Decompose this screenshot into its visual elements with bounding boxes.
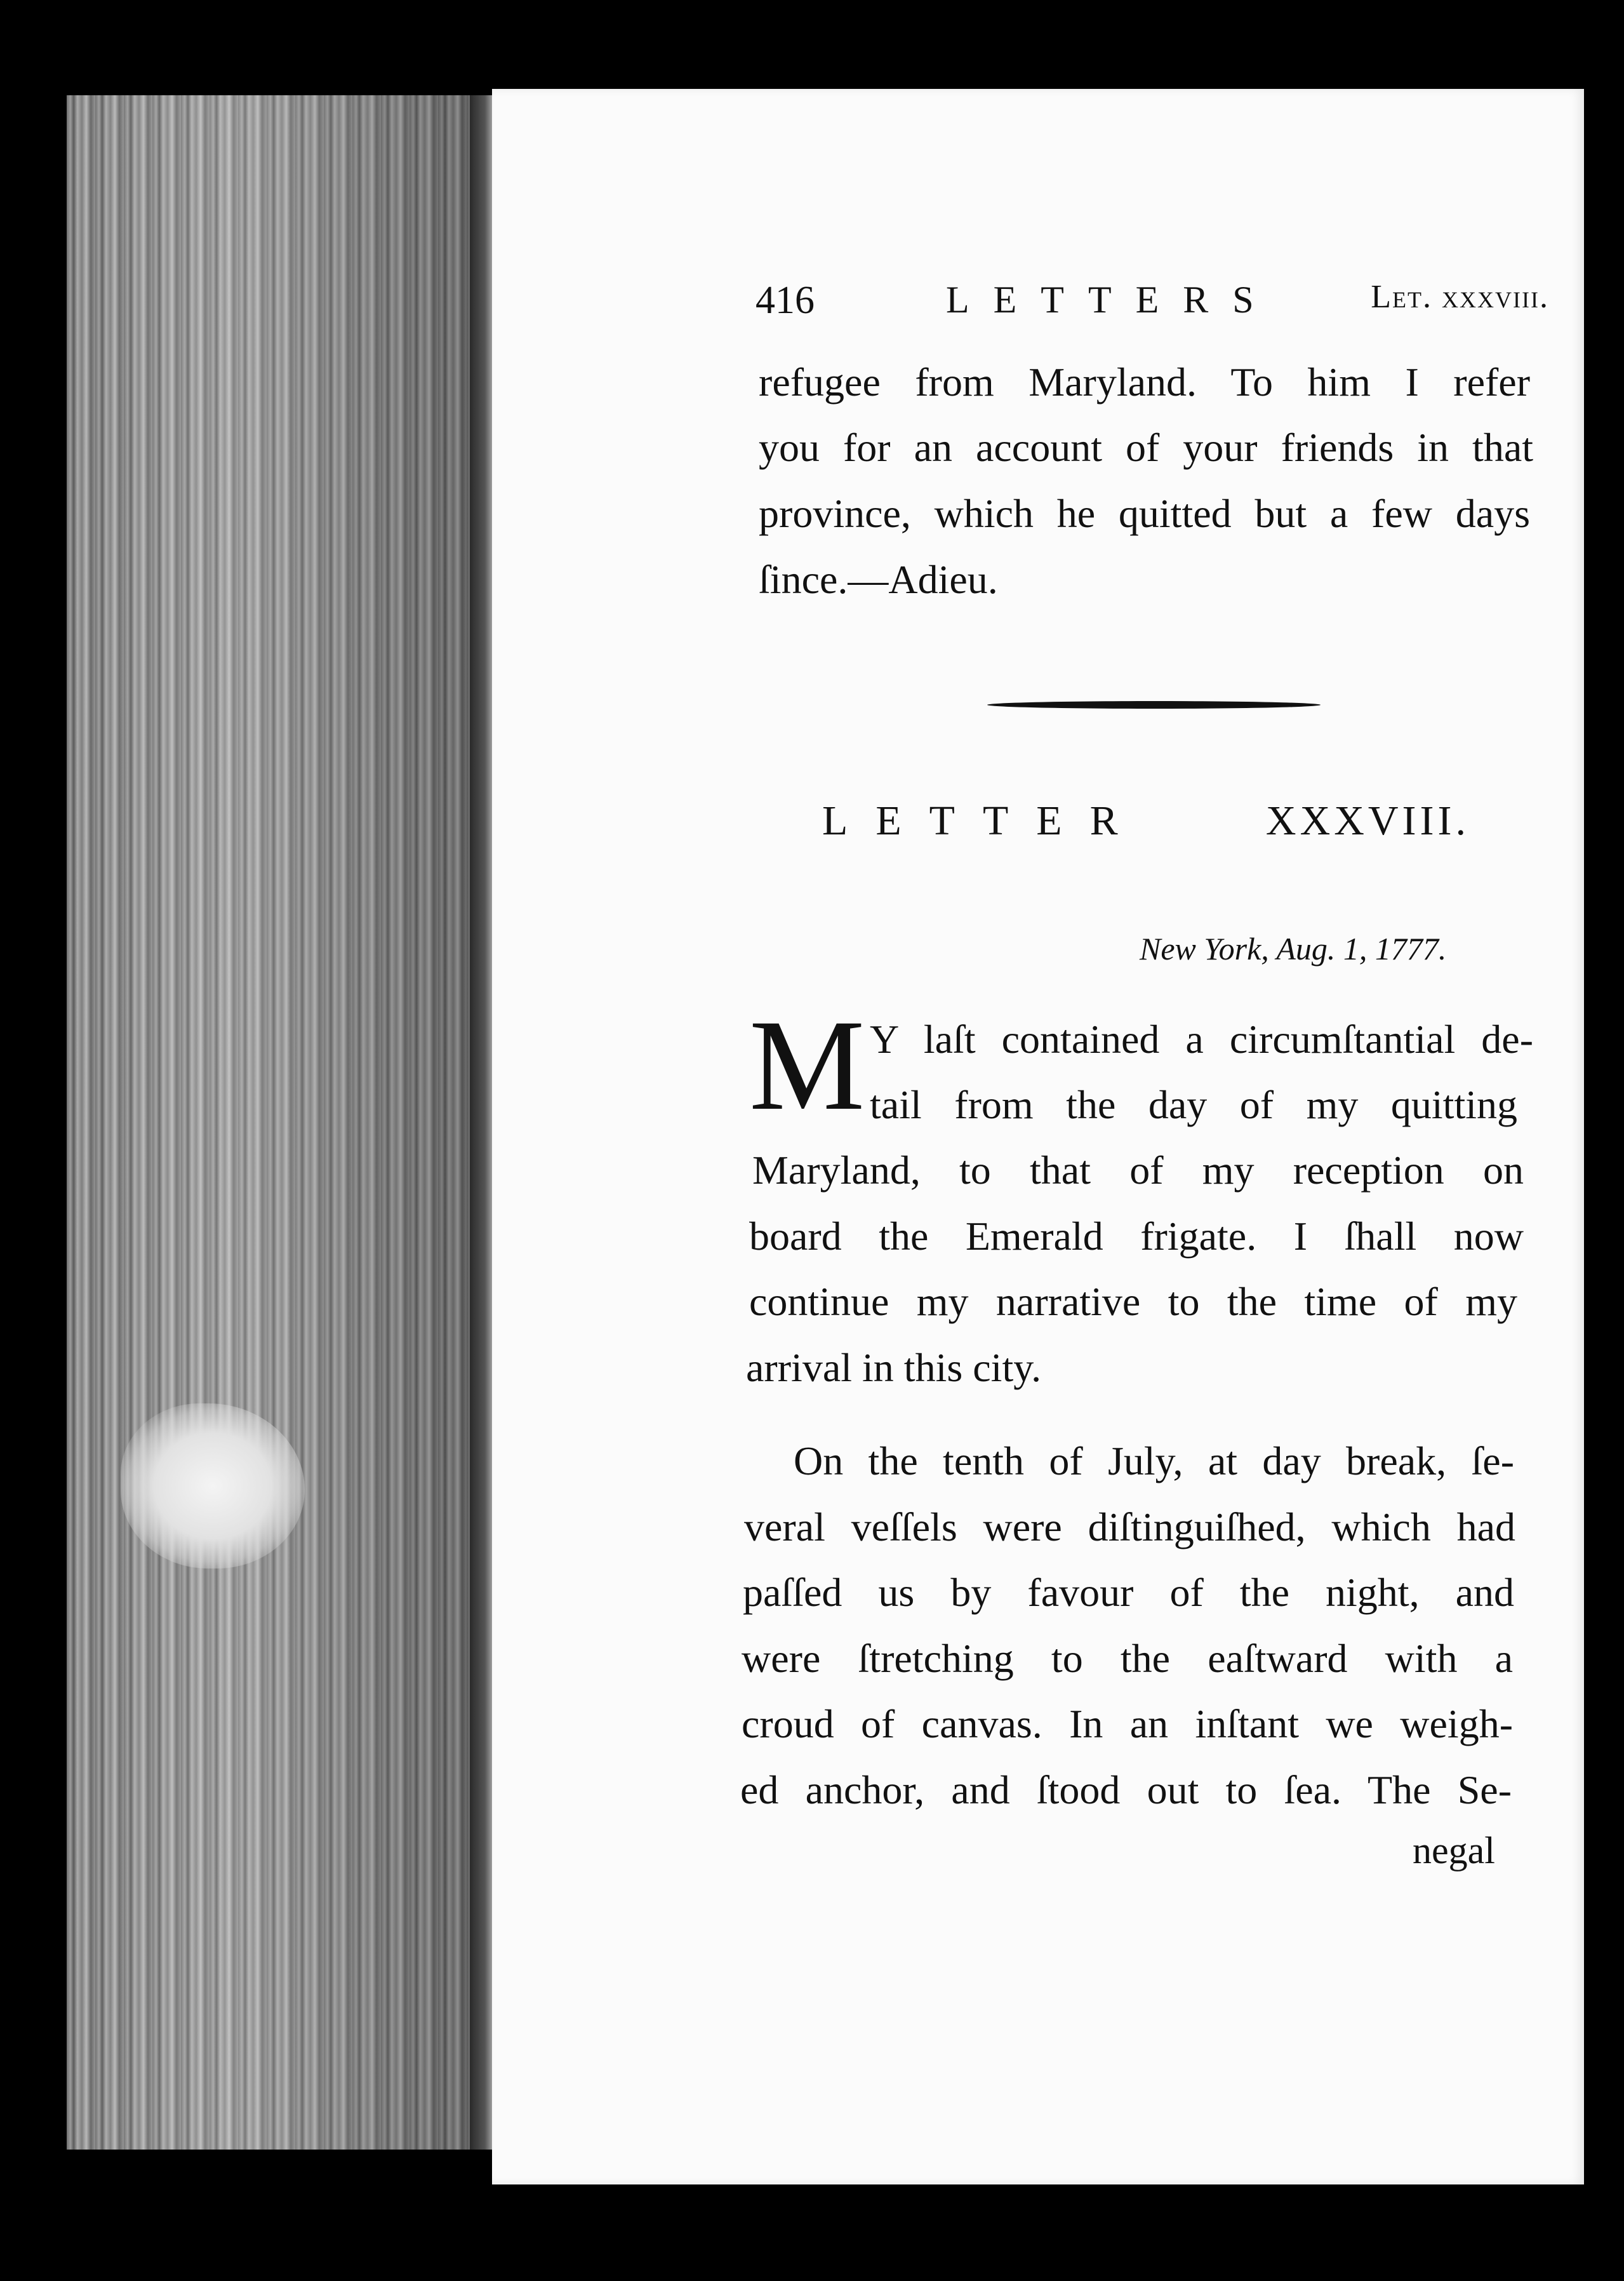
text-line: croud of canvas. In an inſtant we weigh- [742, 1701, 1513, 1746]
running-letter-number: Let. xxxviii. [1371, 279, 1549, 315]
dateline-place: New York [1140, 931, 1261, 967]
dateline: New York, Aug. 1, 1777. [1140, 931, 1447, 967]
page-number: 416 [755, 279, 815, 322]
text-line: you for an account of your friends in that [759, 425, 1533, 470]
text-line: Maryland, to that of my reception on [752, 1147, 1524, 1193]
book-fore-edge [67, 95, 492, 2150]
text-line: ed anchor, and ſtood out to ſea. The Se- [740, 1767, 1512, 1812]
gutter-shadow [470, 95, 495, 2150]
text-line: veral veſſels were diſtinguiſhed, which had [744, 1504, 1515, 1549]
text-line: refugee from Maryland. To him I refer [759, 359, 1530, 405]
letter-heading [822, 797, 1470, 845]
running-title: LETTERS [946, 279, 1278, 321]
text-line: Y laſt contained a circumſtantial de- [870, 1017, 1533, 1062]
running-head [755, 278, 1549, 335]
text-line: were ſtretching to the eaſtward with a [742, 1636, 1513, 1681]
catchword: negal [1413, 1829, 1495, 1871]
text-line: ſince.—Adieu. [759, 557, 998, 602]
text-line: On the tenth of July, at day break, ſe- [794, 1438, 1514, 1483]
text-line: province, which he quitted but a few days [759, 491, 1530, 536]
section-divider-rule [987, 701, 1321, 709]
letter-heading-word: LETTER [822, 798, 1146, 844]
dateline-date: Aug. 1, 1777. [1276, 931, 1447, 967]
letter-heading-numeral: XXXVIII. [1265, 798, 1470, 844]
text-line: continue my narrative to the time of my [749, 1279, 1517, 1324]
drop-cap: M [749, 993, 865, 1137]
text-line: paſſed us by favour of the night, and [743, 1570, 1514, 1615]
text-line: board the Emerald frigate. I ſhall now [749, 1214, 1524, 1259]
text-line: tail from the day of my quitting [870, 1082, 1517, 1127]
text-line: arrival in this city. [746, 1345, 1042, 1390]
